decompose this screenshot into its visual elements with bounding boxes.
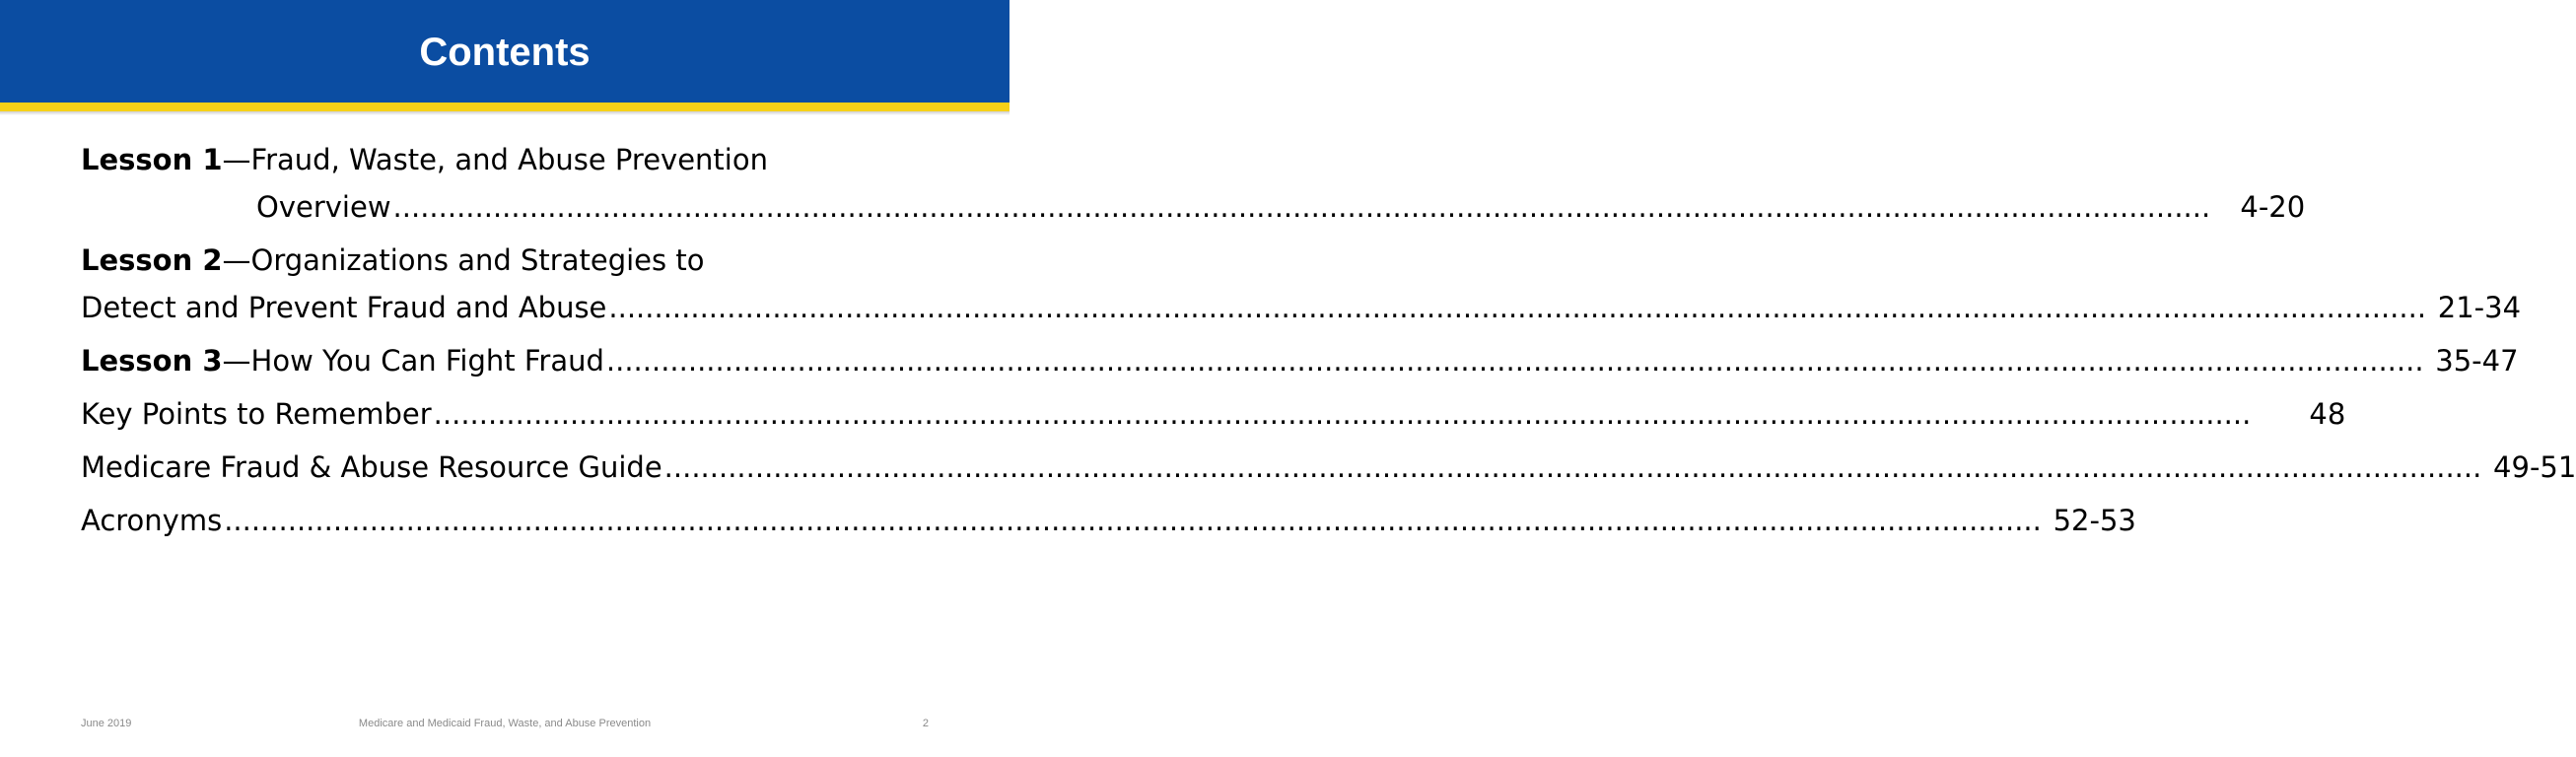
toc-page-range: 21-34 — [2437, 291, 2522, 324]
footer-title: Medicare and Medicaid Fraud, Waste, and Abuse Prevention — [358, 718, 652, 729]
toc-leader-dots: ........................................................................................................................................................................................................ — [433, 397, 2252, 431]
toc-entry-title: Acronyms — [81, 504, 223, 537]
toc-entry-lesson-1 — [81, 136, 2306, 231]
toc-lesson-title-cont: Overview — [256, 190, 391, 224]
toc-page-range: 35-47 — [2435, 344, 2519, 378]
toc-leader-dots: ........................................................................................................................................................................................................ — [608, 291, 2427, 324]
toc-entry-title: Key Points to Remember — [81, 397, 432, 431]
toc-entry-key-points — [81, 390, 2346, 438]
footer-date: June 2019 — [81, 718, 132, 729]
toc-lesson-title: —How You Can Fight Fraud — [222, 344, 604, 378]
toc-page-range: 4-20 — [2240, 190, 2306, 224]
table-of-contents — [81, 136, 2576, 550]
toc-page-range: 49-51 — [2493, 450, 2576, 484]
page-title: Contents — [419, 31, 591, 74]
toc-entry-lesson-2 — [81, 237, 2522, 331]
title-bar-shadow — [0, 111, 1010, 115]
toc-lesson-title: —Organizations and Strategies to — [222, 243, 705, 277]
toc-entry-acronyms — [81, 497, 2136, 544]
footer-page-number: 2 — [922, 718, 929, 729]
toc-lesson-label: Lesson 1 — [81, 143, 223, 176]
toc-lesson-label: Lesson 2 — [81, 243, 223, 277]
toc-leader-dots: ........................................................................................................................................................................................................ — [392, 190, 2211, 224]
toc-entry-lesson-3 — [81, 337, 2519, 384]
toc-lesson-title-cont: Detect and Prevent Fraud and Abuse — [81, 291, 607, 324]
toc-lesson-title: —Fraud, Waste, and Abuse Prevention — [222, 143, 768, 176]
toc-leader-dots: ........................................................................................................................................................................................................ — [224, 504, 2042, 537]
toc-entry-title: Medicare Fraud & Abuse Resource Guide — [81, 450, 662, 484]
toc-leader-dots: ........................................................................................................................................................................................................ — [605, 344, 2424, 378]
toc-page-range: 48 — [2309, 397, 2346, 431]
toc-leader-dots: ........................................................................................................................................................................................................ — [663, 450, 2482, 484]
title-bar-stripe — [0, 103, 1010, 111]
toc-entry-resource-guide — [81, 444, 2576, 491]
toc-lesson-label: Lesson 3 — [81, 344, 223, 378]
toc-page-range: 52-53 — [2053, 504, 2136, 537]
